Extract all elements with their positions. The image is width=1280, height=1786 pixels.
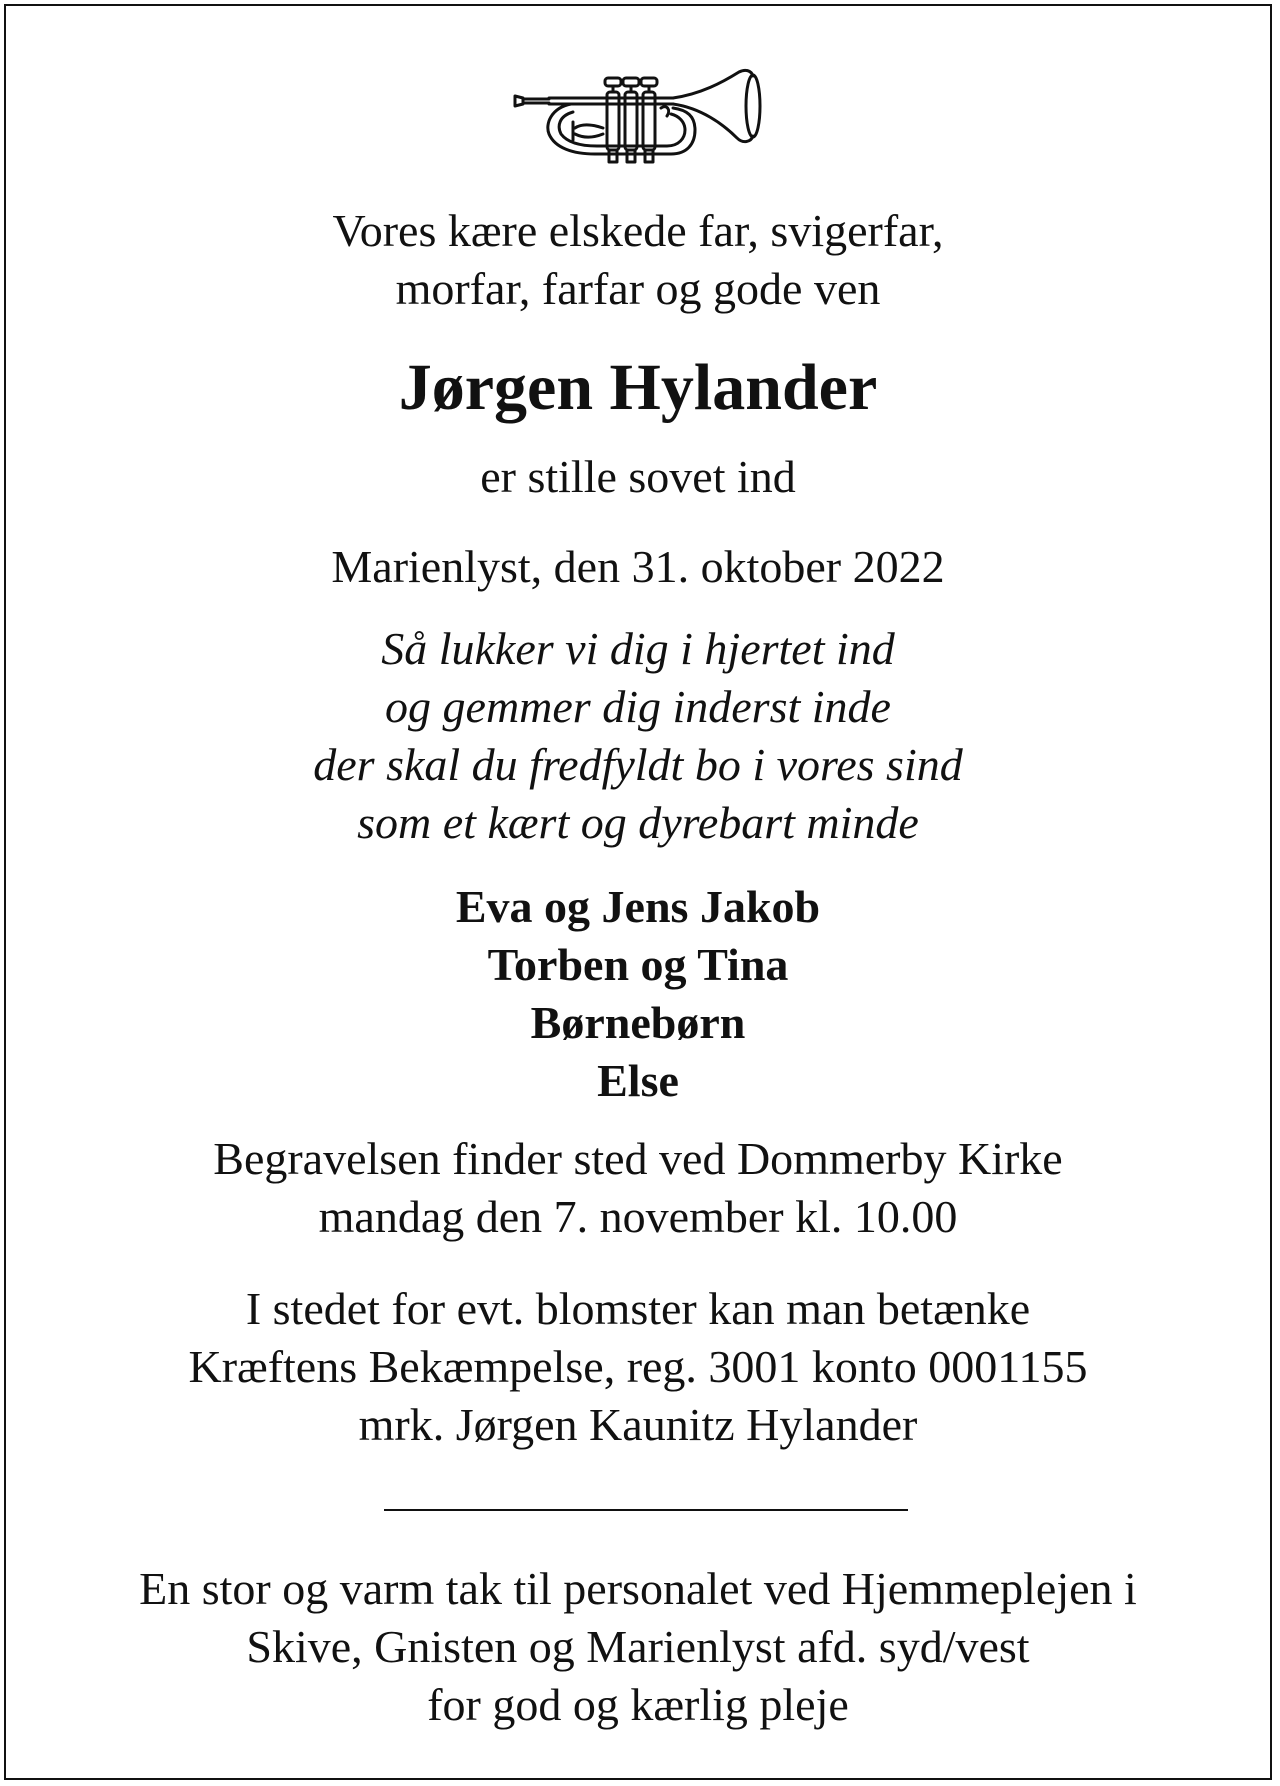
funeral-details xyxy=(6,1130,1270,1246)
obituary-frame xyxy=(4,4,1272,1780)
thanks-line: En stor og varm tak til personalet ved Hjemmeplejen i xyxy=(139,1563,1137,1614)
poem-line: og gemmer dig inderst inde xyxy=(385,681,891,732)
divider-line xyxy=(384,1509,908,1511)
donation-line: Kræftens Bekæmpelse, reg. 3001 konto 0001155 xyxy=(188,1341,1088,1392)
intro-line-1: Vores kære elskede far, svigerfar, xyxy=(332,205,944,256)
donation-note xyxy=(6,1280,1270,1454)
family-names xyxy=(6,878,1270,1110)
poem-line: der skal du fredfyldt bo i vores sind xyxy=(313,739,963,790)
deceased-name: Jørgen Hylander xyxy=(398,351,878,424)
funeral-line: Begravelsen finder sted ved Dommerby Kirke xyxy=(213,1133,1063,1184)
poem-line: Så lukker vi dig i hjertet ind xyxy=(381,623,895,674)
passed-away-text: er stille sovet ind xyxy=(480,451,796,502)
obituary-content xyxy=(6,6,1270,1778)
thanks-line: Skive, Gnisten og Marienlyst afd. syd/vest xyxy=(246,1621,1030,1672)
family-name: Børnebørn xyxy=(530,997,746,1048)
poem-line: som et kært og dyrebart minde xyxy=(357,797,919,848)
place-and-date: Marienlyst, den 31. oktober 2022 xyxy=(331,541,945,592)
intro-line-2: morfar, farfar og gode ven xyxy=(395,263,881,314)
trumpet-icon xyxy=(511,68,781,176)
thanks-note xyxy=(6,1560,1270,1734)
family-name: Eva og Jens Jakob xyxy=(455,881,821,932)
intro-text xyxy=(6,202,1270,318)
family-name: Torben og Tina xyxy=(487,939,789,990)
family-name: Else xyxy=(597,1055,679,1106)
thanks-line: for god og kærlig pleje xyxy=(427,1679,849,1730)
memorial-poem xyxy=(6,620,1270,852)
funeral-line: mandag den 7. november kl. 10.00 xyxy=(318,1191,958,1242)
donation-line: mrk. Jørgen Kaunitz Hylander xyxy=(358,1399,918,1450)
donation-line: I stedet for evt. blomster kan man betænke xyxy=(245,1283,1031,1334)
